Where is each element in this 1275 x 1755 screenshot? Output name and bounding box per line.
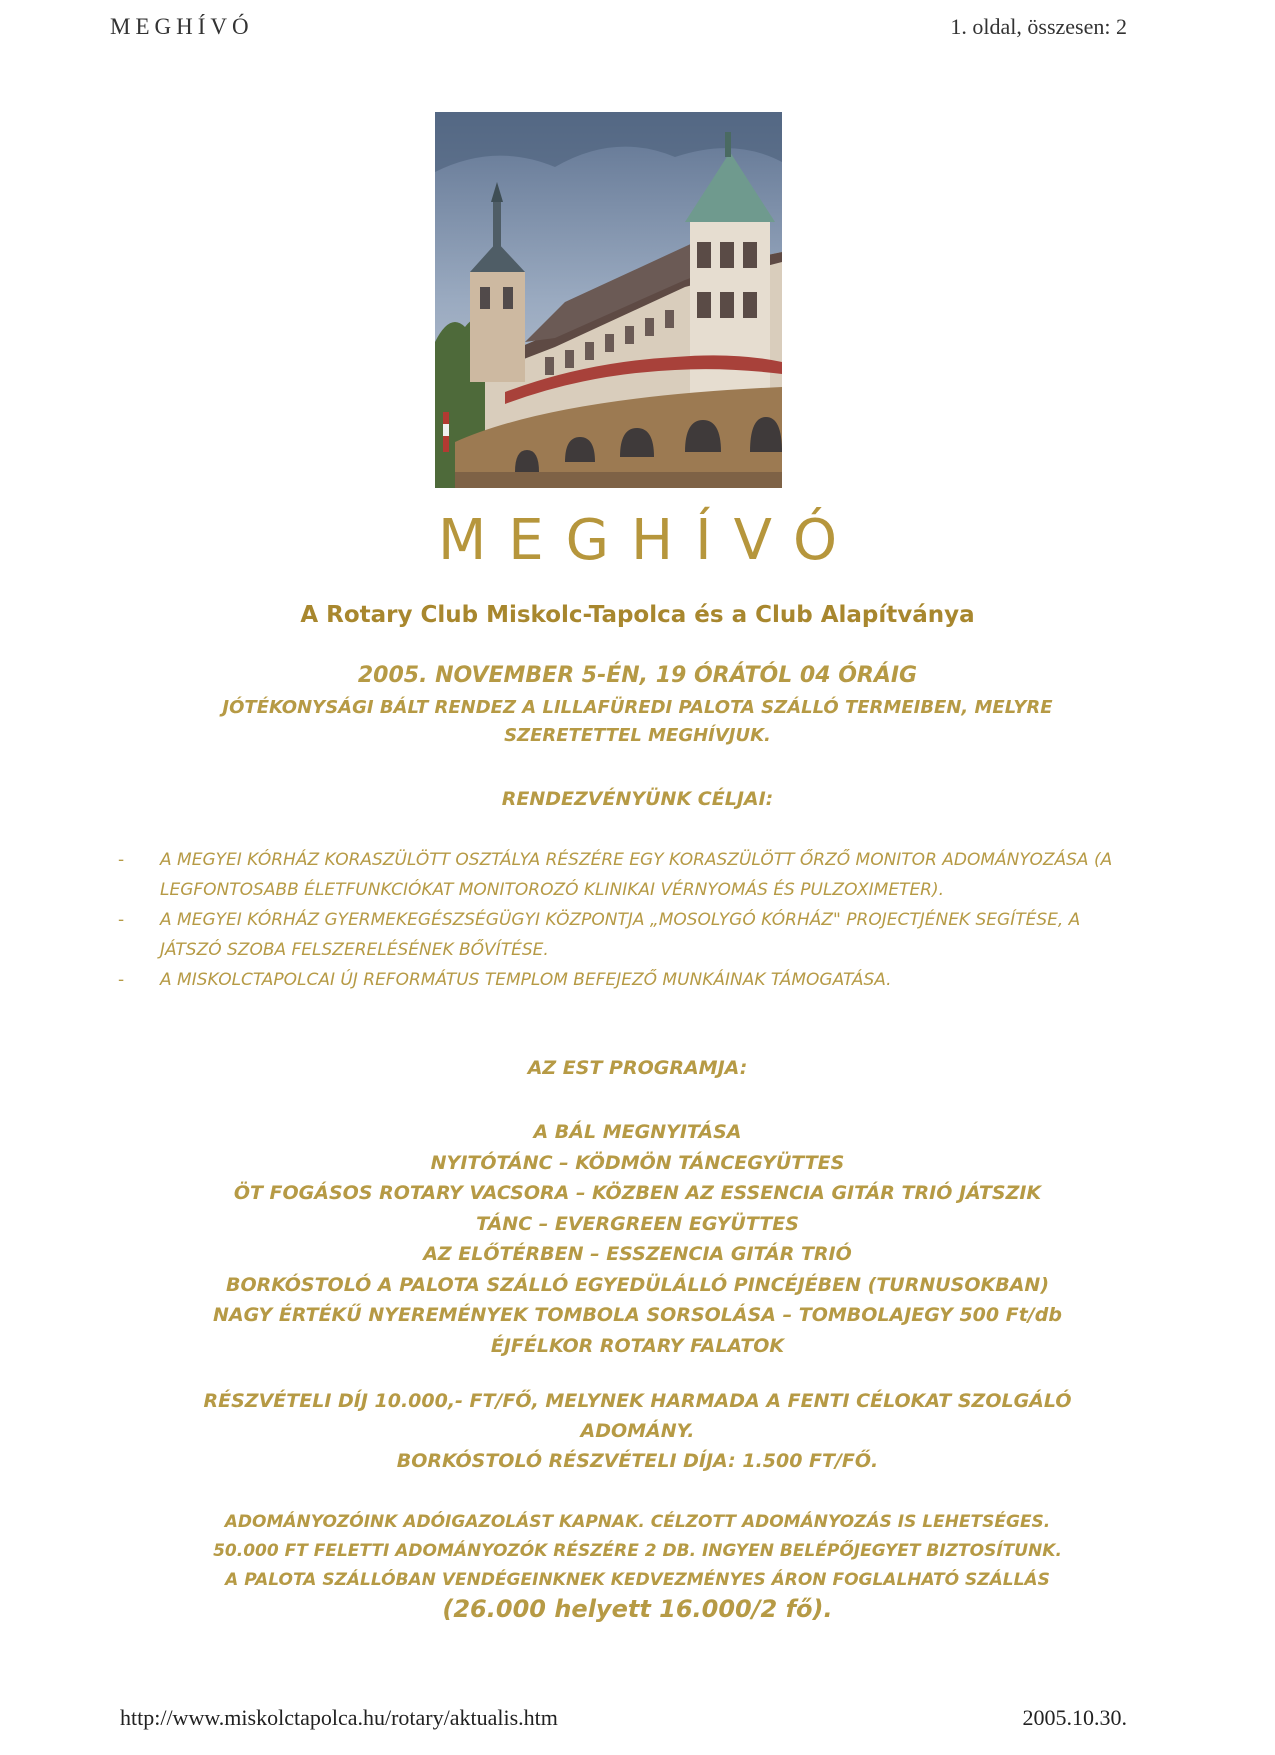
event-description <box>0 694 1275 750</box>
palace-hotel-photo <box>435 112 782 488</box>
event-description-line: SZERETETTEL MEGHÍVJUK. <box>504 725 771 746</box>
program-item: ÖT FOGÁSOS ROTARY VACSORA – KÖZBEN AZ ESSENCIA GITÁR TRIÓ JÁTSZIK <box>233 1182 1042 1204</box>
fee-line: ADOMÁNY. <box>580 1420 695 1442</box>
footer-date: 2005.10.30. <box>1022 1705 1127 1730</box>
program-item: TÁNC – EVERGREEN EGYÜTTES <box>476 1212 799 1235</box>
event-description-line: JÓTÉKONYSÁGI BÁLT RENDEZ A LILLAFÜREDI PALOTA SZÁLLÓ TERMEIBEN, MELYRE <box>222 697 1053 718</box>
program-item: ÉJFÉLKOR ROTARY FALATOK <box>490 1334 785 1357</box>
event-date: 2005. NOVEMBER 5-ÉN, 19 ÓRÁTÓL 04 ÓRÁIG <box>357 663 918 688</box>
invitation-subtitle: A Rotary Club Miskolc-Tapolca és a Club Alapítványa <box>300 602 975 628</box>
program-item: NAGY ÉRTÉKŰ NYEREMÉNYEK TOMBOLA SORSOLÁSA – TOMBOLAJEGY 500 Ft/db <box>213 1304 1062 1326</box>
program-heading: AZ EST PROGRAMJA: <box>527 1057 748 1079</box>
header-title: MEGHÍVÓ <box>110 14 254 39</box>
list-item: - A MEGYEI KÓRHÁZ GYERMEKEGÉSZSÉGÜGYI KÖZPONTJA „MOSOLYGÓ KÓRHÁZ" PROJECTJÉNEK SEGÍTÉSE, A JÁTSZÓ SZOBA FELSZERELÉSÉNEK BŐVÍTÉSE. <box>118 910 1081 960</box>
list-item: - A MEGYEI KÓRHÁZ KORASZÜLÖTT OSZTÁLYA RÉSZÉRE EGY KORASZÜLÖTT ŐRZŐ MONITOR ADOMÁNYOZÁSA (A LEGFONTOSABB ÉLETFUNKCIÓKAT MONITOROZÓ KLINIKAI VÉRNYOMÁS ÉS PULZOXIMETER). <box>118 850 1113 900</box>
notes-section <box>0 1508 1275 1624</box>
fee-line: RÉSZVÉTELI DÍJ 10.000,- FT/FŐ, MELYNEK HARMADA A FENTI CÉLOKAT SZOLGÁLÓ <box>203 1390 1072 1412</box>
note-line: ADOMÁNYOZÓINK ADÓIGAZOLÁST KAPNAK. CÉLZOTT ADOMÁNYOZÁS IS LEHETSÉGES. <box>224 1512 1051 1532</box>
goal-text: A MEGYEI KÓRHÁZ KORASZÜLÖTT OSZTÁLYA RÉSZÉRE EGY KORASZÜLÖTT ŐRZŐ MONITOR ADOMÁNYOZÁSA (A LEGFONTOSABB ÉLETFUNKCIÓKAT MONITOROZÓ KLINIKAI VÉRNYOMÁS ÉS PULZOXIMETER). <box>160 850 1113 900</box>
list-item: - A MISKOLCTAPOLCAI ÚJ REFORMÁTUS TEMPLOM BEFEJEZŐ MUNKÁINAK TÁMOGATÁSA. <box>118 970 892 990</box>
note-line: 50.000 FT FELETTI ADOMÁNYOZÓK RÉSZÉRE 2 DB. INGYEN BELÉPŐJEGYET BIZTOSÍTUNK. <box>213 1541 1062 1561</box>
goal-text: A MEGYEI KÓRHÁZ GYERMEKEGÉSZSÉGÜGYI KÖZPONTJA „MOSOLYGÓ KÓRHÁZ" PROJECTJÉNEK SEGÍTÉSE, A JÁTSZÓ SZOBA FELSZERELÉSÉNEK BŐVÍTÉSE. <box>160 910 1081 960</box>
program-item: NYITÓTÁNC – KÖDMÖN TÁNCEGYÜTTES <box>430 1151 845 1174</box>
goal-text: A MISKOLCTAPOLCAI ÚJ REFORMÁTUS TEMPLOM BEFEJEZŐ MUNKÁINAK TÁMOGATÁSA. <box>160 970 892 990</box>
note-line: (26.000 helyett 16.000/2 fő). <box>442 1595 833 1623</box>
goals-list <box>118 845 1128 995</box>
page-counter: 1. oldal, összesen: 2 <box>950 14 1127 39</box>
goals-heading: RENDEZVÉNYÜNK CÉLJAI: <box>501 788 774 810</box>
note-line: A PALOTA SZÁLLÓBAN VENDÉGEINKNEK KEDVEZMÉNYES ÁRON FOGLALHATÓ SZÁLLÁS <box>225 1570 1050 1590</box>
footer-url: http://www.miskolctapolca.hu/rotary/aktualis.htm <box>120 1705 558 1730</box>
fees-section <box>0 1386 1275 1476</box>
invitation-title: MEGHÍVÓ <box>437 508 860 573</box>
program-item: A BÁL MEGNYITÁSA <box>533 1121 742 1143</box>
program-item: AZ ELŐTÉRBEN – ESSZENCIA GITÁR TRIÓ <box>423 1243 852 1265</box>
fee-line: BORKÓSTOLÓ RÉSZVÉTELI DÍJA: 1.500 FT/FŐ. <box>396 1450 879 1472</box>
program-list <box>0 1117 1275 1361</box>
program-item: BORKÓSTOLÓ A PALOTA SZÁLLÓ EGYEDÜLÁLLÓ PINCÉJÉBEN (TURNUSOKBAN) <box>225 1273 1050 1296</box>
